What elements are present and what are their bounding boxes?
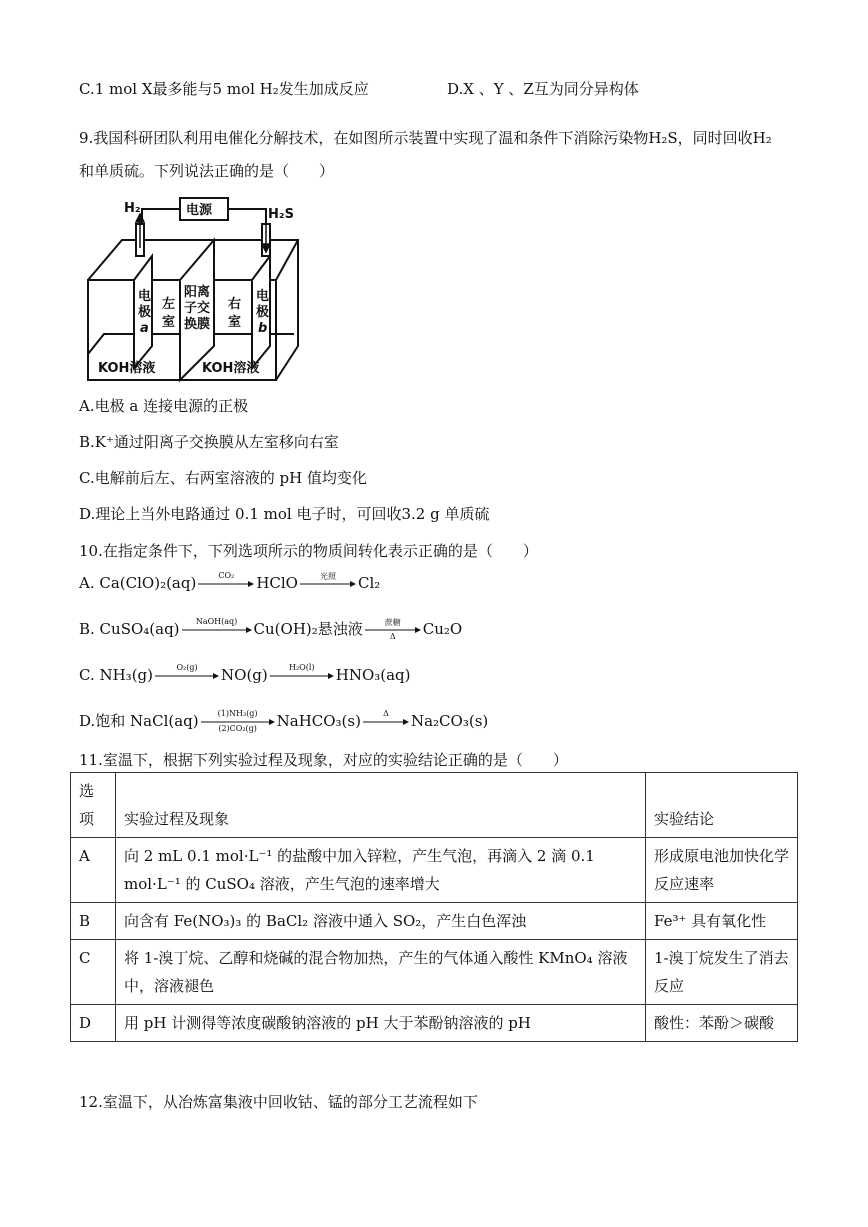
h2s-label: H₂S — [268, 207, 294, 222]
q8-option-c: C.1 mol X最多能与5 mol H₂发生加成反应 — [79, 80, 369, 98]
q9-option-a: A.电极 a 连接电源的正极 — [79, 397, 249, 415]
q10-d-cond1: (1)NH₃(g) — [217, 709, 258, 718]
q10-b-cond1: NaOH(aq) — [195, 617, 238, 626]
q10-d-arrow2 — [363, 709, 409, 726]
q10-b-product: Cu₂O — [422, 620, 463, 638]
q11-table — [70, 772, 798, 1042]
electrode-b-2: 极 — [256, 305, 270, 320]
header-conclusion: 实验结论 — [646, 773, 798, 838]
q10-a-intermediate: HClO — [256, 574, 298, 592]
q9-option-c: C.电解前后左、右两室溶液的 pH 值均变化 — [79, 469, 367, 487]
h2-label: H₂ — [124, 201, 141, 216]
q10-option-b — [79, 618, 462, 639]
row-conclusion: 1-溴丁烷发生了消去反应 — [646, 940, 798, 1005]
q9-option-b: B.K⁺通过阳离子交换膜从左室移向右室 — [79, 433, 339, 451]
q10-c-cond1: O₂(g) — [176, 663, 198, 672]
q10-b-intermediate: Cu(OH)₂悬浊液 — [253, 620, 363, 638]
q10-c-arrow2 — [270, 663, 334, 680]
power-label: 电源 — [186, 203, 213, 218]
q10-c-intermediate: NO(g) — [221, 666, 268, 684]
row-process: 用 pH 计测得等浓度碳酸钠溶液的 pH 大于苯酚钠溶液的 pH — [116, 1005, 646, 1042]
electrode-a-1: 电 — [138, 289, 152, 304]
q10-a-cond1: CO₂ — [218, 571, 235, 580]
q10-c-arrow1 — [155, 663, 219, 680]
table-row — [71, 838, 798, 903]
q10-d-product: Na₂CO₃(s) — [410, 712, 489, 730]
q10-d-intermediate: NaHCO₃(s) — [276, 712, 361, 730]
row-conclusion: 酸性：苯酚＞碳酸 — [646, 1005, 798, 1042]
right-room-2: 室 — [228, 315, 242, 330]
q10-a-product: Cl₂ — [357, 574, 381, 592]
q10-d-cond2: Δ — [383, 709, 389, 718]
row-option: C — [71, 940, 116, 1005]
q10-b-reactant: B. CuSO₄(aq) — [79, 620, 180, 638]
row-conclusion: Fe³⁺ 具有氧化性 — [646, 903, 798, 940]
q10-c-cond2: H₂O(l) — [288, 663, 315, 672]
q8-option-d: D.X 、Y 、Z互为同分异构体 — [447, 80, 639, 98]
table-row — [71, 903, 798, 940]
left-room-2: 室 — [162, 315, 176, 330]
q10-b-cond2b: Δ — [389, 632, 396, 641]
membrane-1: 阳离 — [184, 285, 211, 300]
table-row — [71, 1005, 798, 1042]
q10-d-reactant: D.饱和 NaCl(aq) — [79, 712, 199, 730]
koh-right-label: KOH溶液 — [202, 361, 260, 376]
right-room-1: 右 — [228, 297, 242, 312]
left-room-1: 左 — [162, 297, 176, 312]
q9-option-d: D.理论上当外电路通过 0.1 mol 电子时，可回收3.2 g 单质硫 — [79, 505, 490, 523]
header-option: 选项 — [71, 773, 116, 838]
q10-d-arrow1 — [201, 709, 275, 733]
membrane-3: 换膜 — [184, 317, 211, 332]
q10-a-cond2: 光照 — [319, 572, 336, 581]
q10-b-cond2: 蔗糖 — [384, 618, 401, 627]
table-header-row — [71, 773, 798, 838]
electrolysis-figure — [84, 196, 300, 386]
q11-stem: 11.室温下，根据下列实验过程及现象，对应的实验结论正确的是（ ） — [79, 751, 568, 769]
header-process: 实验过程及现象 — [116, 773, 646, 838]
q10-c-reactant: C. NH₃(g) — [79, 666, 154, 684]
electrode-b-1: 电 — [256, 289, 270, 304]
row-conclusion: 形成原电池加快化学反应速率 — [646, 838, 798, 903]
q8-options-row — [79, 78, 779, 99]
q10-option-d — [79, 710, 488, 731]
q10-a-arrow2 — [300, 572, 356, 588]
electrode-a-3: a — [140, 321, 149, 336]
electrolysis-diagram — [84, 196, 300, 386]
electrode-b-3: b — [258, 321, 268, 336]
row-process: 向 2 mL 0.1 mol·L⁻¹ 的盐酸中加入锌粒，产生气泡，再滴入 2 滴 0.1 mol·L⁻¹ 的 CuSO₄ 溶液，产生气泡的速率增大 — [116, 838, 646, 903]
q10-option-a — [79, 571, 381, 592]
q12-stem: 12.室温下，从冶炼富集液中回收钴、锰的部分工艺流程如下 — [79, 1093, 478, 1111]
row-process: 将 1-溴丁烷、乙醇和烧碱的混合物加热，产生的气体通入酸性 KMnO₄ 溶液中，溶液褪色 — [116, 940, 646, 1005]
membrane-2: 子交 — [184, 301, 211, 316]
table-row — [71, 940, 798, 1005]
electrode-a-2: 极 — [138, 305, 152, 320]
koh-left-label: KOH溶液 — [98, 361, 156, 376]
q10-stem: 10.在指定条件下，下列选项所示的物质间转化表示正确的是（ ） — [79, 542, 538, 560]
row-option: D — [71, 1005, 116, 1042]
q10-option-c — [79, 663, 411, 684]
q9-stem-line1: 9.我国科研团队利用电催化分解技术，在如图所示装置中实现了温和条件下消除污染物H₂S，同时回收H₂ — [79, 129, 772, 147]
q10-a-arrow1 — [198, 571, 254, 588]
row-option: B — [71, 903, 116, 940]
row-process: 向含有 Fe(NO₃)₃ 的 BaCl₂ 溶液中通入 SO₂，产生白色浑浊 — [116, 903, 646, 940]
q10-d-cond1b: (2)CO₂(g) — [218, 724, 257, 733]
q9-stem-line2: 和单质硫。下列说法正确的是（ ） — [79, 162, 335, 180]
q10-b-arrow2 — [365, 618, 421, 641]
row-option: A — [71, 838, 116, 903]
q10-a-reactant: A. Ca(ClO)₂(aq) — [79, 574, 197, 592]
q10-b-arrow1 — [182, 617, 252, 634]
q10-c-product: HNO₃(aq) — [335, 666, 411, 684]
